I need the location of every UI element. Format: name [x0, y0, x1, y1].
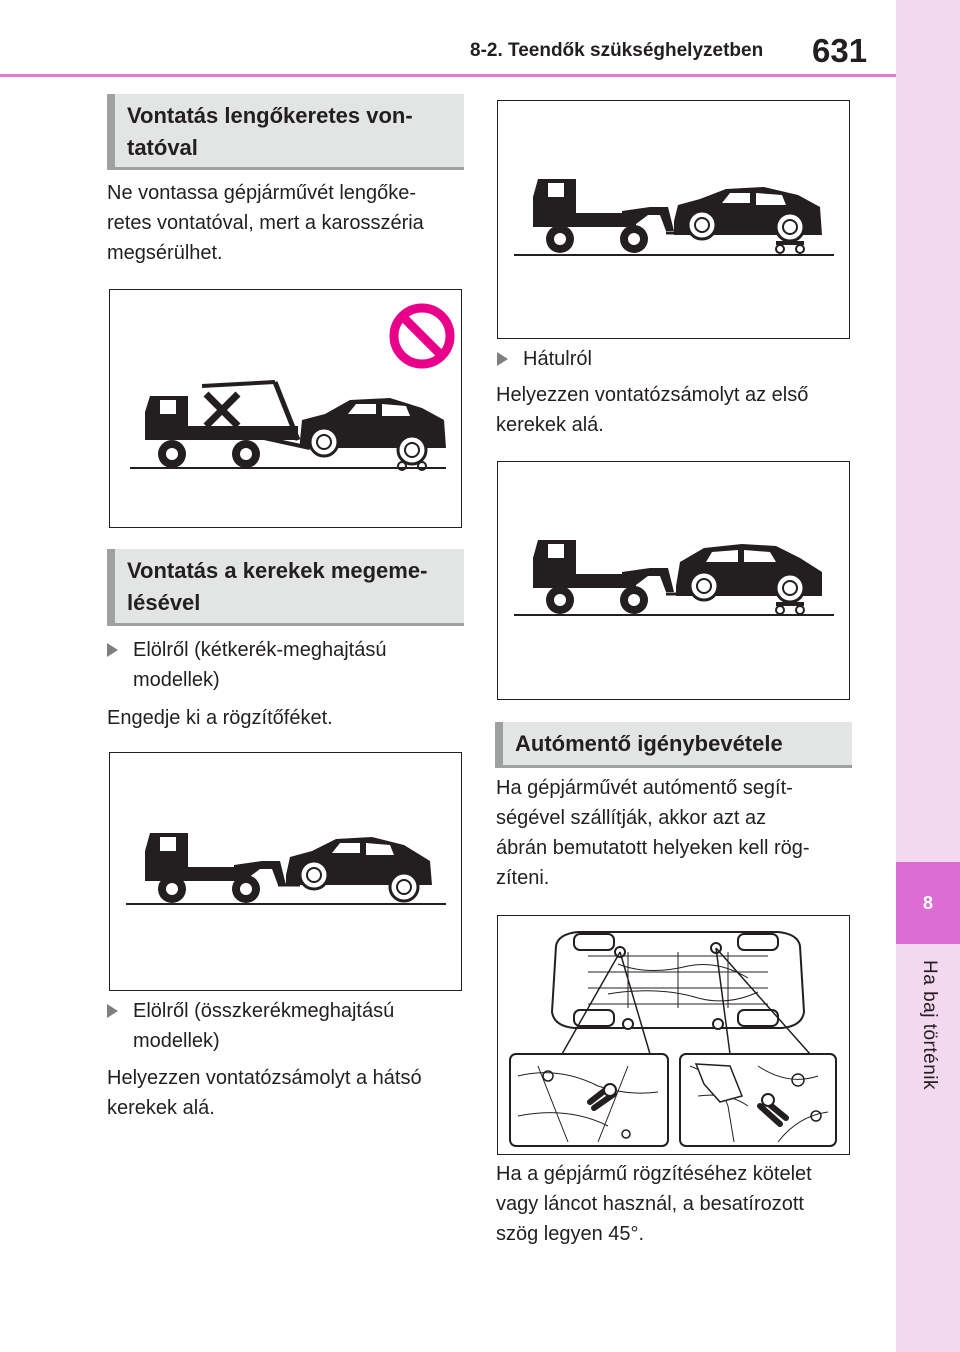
- underbody-diagram: [552, 932, 804, 1028]
- bullet-rear: [497, 344, 863, 374]
- wheel-dolly-icon: [776, 241, 804, 253]
- text-line: retes vontatóval, mert a karosszéria: [107, 212, 424, 234]
- release-brake-text: Engedje ki a rögzítőféket.: [107, 707, 333, 729]
- text-line: modellek): [133, 1030, 220, 1052]
- side-strip: [896, 0, 960, 1352]
- section-heading-flatbed: [495, 722, 852, 768]
- detail-inset-front: [510, 1054, 668, 1146]
- bullet-front-4wd: [107, 996, 473, 1056]
- figure-rear-wheel-lift: [497, 461, 850, 700]
- text-line: Hátulról: [523, 348, 592, 370]
- suv-icon: [674, 187, 822, 241]
- heading-line: Vontatás a kerekek megeme-: [127, 558, 428, 583]
- text-line: Helyezzen vontatózsámolyt a hátsó: [107, 1067, 422, 1089]
- detail-inset-rear: [680, 1054, 836, 1146]
- rope-angle-paragraph: [496, 1159, 856, 1249]
- text-line: ábrán bemutatott helyeken kell rög-: [496, 837, 810, 859]
- section-heading-wheel-lift-tow: [107, 549, 464, 626]
- text-line: modellek): [133, 669, 220, 691]
- triangle-bullet-icon: [497, 352, 508, 366]
- triangle-bullet-icon: [107, 1004, 118, 1018]
- suv-icon: [300, 398, 446, 470]
- triangle-bullet-icon: [107, 643, 118, 657]
- flatbed-paragraph: [496, 773, 856, 893]
- bullet-front-2wd: [107, 635, 473, 695]
- page-number: 631: [812, 32, 868, 69]
- section-heading-wheel-lift: [107, 94, 464, 170]
- text-line: Elölről (összkerékmeghajtású: [133, 1000, 395, 1022]
- heading-line: tatóval: [127, 135, 198, 160]
- figure-front-wheel-lift: [109, 752, 462, 991]
- suv-icon: [286, 837, 432, 901]
- text-line: vagy láncot használ, a besatírozott: [496, 1193, 804, 1215]
- text-line: Ne vontassa gépjárművét lengőke-: [107, 182, 417, 204]
- text-line: Elölről (kétkerék-meghajtású: [133, 639, 387, 661]
- text-line: Helyezzen vontatózsámolyt az első: [496, 384, 809, 406]
- heading-line: Autómentő igénybevétele: [515, 731, 783, 756]
- tow-truck-icon: [533, 540, 688, 614]
- text-line: Ha a gépjármű rögzítéséhez kötelet: [496, 1163, 812, 1185]
- chapter-tab[interactable]: 8: [896, 862, 960, 944]
- figure-sling-tow-prohibited: [109, 289, 462, 528]
- tow-truck-icon: [145, 382, 310, 468]
- wheel-dolly-icon: [776, 602, 804, 614]
- figure-front-lift-with-dolly: [497, 100, 850, 339]
- text-line: kerekek alá.: [107, 1097, 215, 1119]
- tow-truck-icon: [145, 833, 300, 903]
- text-line: szög legyen 45°.: [496, 1223, 645, 1245]
- chapter-label: Ha baj történik: [919, 960, 940, 1091]
- text-line: Ha gépjárművét autómentő segít-: [496, 777, 793, 799]
- warning-paragraph: [107, 178, 467, 268]
- header-rule: [0, 74, 896, 77]
- text-line: kerekek alá.: [496, 414, 604, 436]
- tow-truck-icon: [533, 179, 688, 253]
- figure-tie-down-points: [497, 915, 850, 1155]
- text-line: megsérülhet.: [107, 242, 223, 264]
- heading-line: lésével: [127, 590, 201, 615]
- prohibition-icon: [394, 308, 450, 364]
- suv-icon: [676, 544, 822, 602]
- text-line: ségével szállítják, akkor azt az: [496, 807, 767, 829]
- front-dolly-text: [496, 380, 856, 440]
- heading-line: Vontatás lengőkeretes von-: [127, 103, 413, 128]
- chapter-title: 8-2. Teendők szükséghelyzetben: [470, 40, 764, 61]
- text-line: zíteni.: [496, 867, 550, 889]
- rear-dolly-text: [107, 1063, 467, 1123]
